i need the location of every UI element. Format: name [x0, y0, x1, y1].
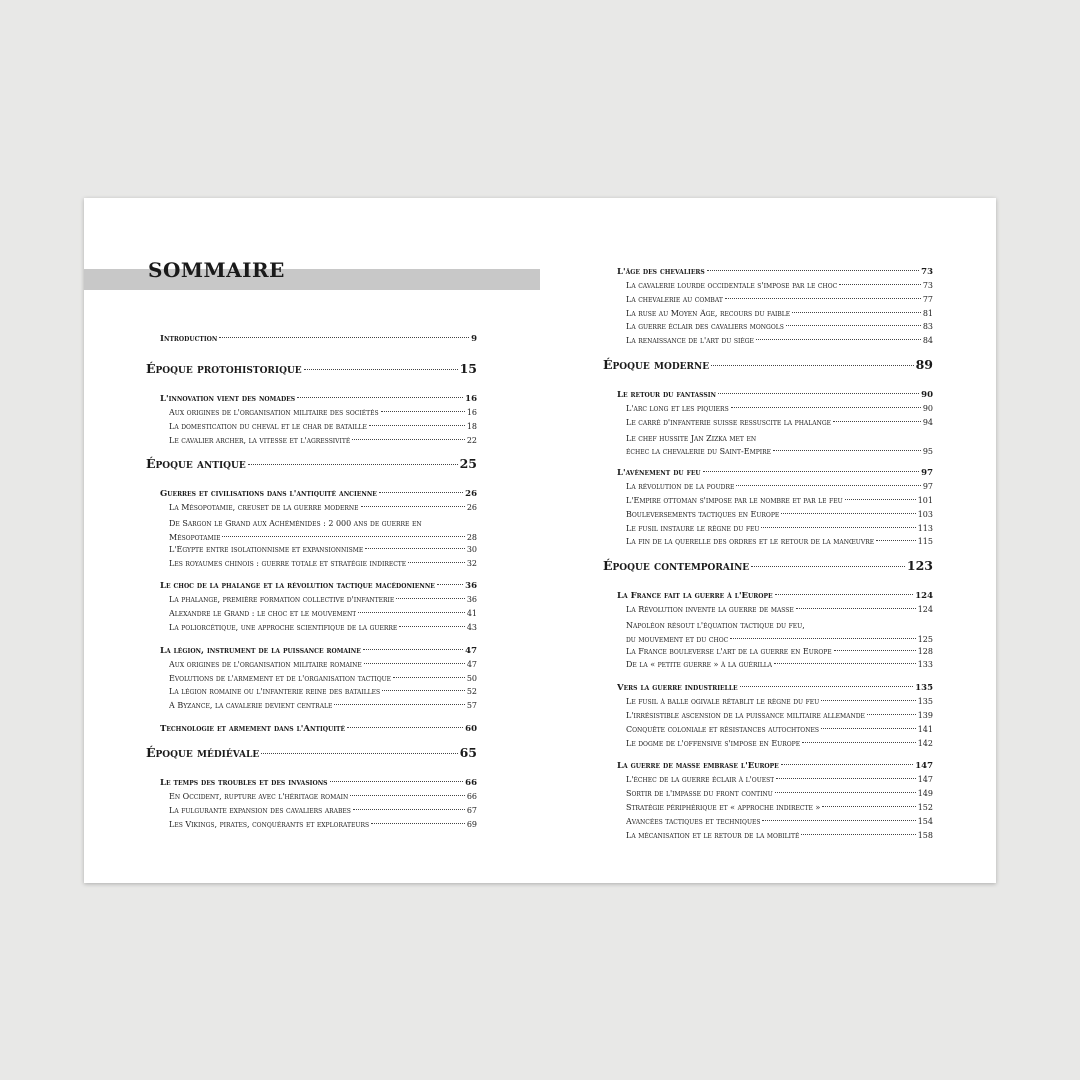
dot-leader [775, 792, 916, 793]
dot-leader [352, 439, 465, 440]
dot-leader [821, 700, 916, 701]
page-number: 97 [922, 482, 933, 492]
entry-title: La renaissance de l'art du siège [626, 336, 754, 346]
entry-title: Aux origines de l'organisation militaire des sociétés [169, 408, 379, 417]
entry-title: La légion romaine ou l'infanterie reine des batailles [169, 687, 381, 697]
toc-section-entry [146, 517, 477, 545]
entry-title-line: Napoléon résout l'équation tactique du feu, [626, 620, 805, 630]
toc-section-entry [603, 697, 933, 711]
dot-leader [330, 781, 464, 782]
dot-leader [801, 834, 915, 835]
page-number: 135 [917, 697, 933, 707]
entry-title: La domestication du cheval et le char de bataille [169, 421, 367, 431]
toc-section-entry [146, 408, 477, 422]
toc-section-entry [146, 595, 477, 609]
page-number: 66 [466, 791, 477, 801]
page-number: 22 [466, 435, 477, 445]
entry-title: L'échec de la guerre éclair à l'ouest [626, 775, 775, 785]
page-number: 133 [917, 660, 933, 670]
page-number: 52 [466, 687, 477, 697]
page-number: 66 [465, 777, 477, 788]
page-number: 47 [466, 659, 477, 669]
page-number: 36 [466, 595, 477, 605]
toc-section-entry [146, 559, 477, 573]
toc-section-entry [603, 775, 933, 789]
toc-section-entry [146, 660, 477, 674]
dot-leader [822, 806, 915, 807]
toc-section-entry [603, 537, 933, 551]
entry-title: La fulgurante expansion des cavaliers arabes [169, 805, 351, 815]
entry-title: Technologie et armement dans l'Antiquité [160, 723, 346, 734]
page-number: 28 [466, 532, 477, 542]
page-number: 115 [917, 537, 933, 547]
dot-leader [222, 536, 464, 537]
page-number: 149 [917, 789, 933, 799]
dot-leader [845, 499, 916, 500]
dot-leader [364, 663, 465, 664]
dot-leader [248, 464, 458, 465]
toc-section-entry [146, 792, 477, 806]
page-number: 90 [921, 389, 933, 400]
entry-title: du mouvement et du choc [626, 634, 729, 644]
dot-leader [365, 548, 465, 549]
dot-leader [786, 325, 921, 326]
toc-section-entry [603, 660, 933, 674]
dot-leader [437, 584, 463, 585]
toc-chapter-entry [146, 646, 477, 660]
dot-leader [730, 638, 915, 639]
entry-title: Le cavalier archer, la vitesse et l'agressivité [169, 435, 351, 445]
entry-title: Époque antique [146, 456, 246, 472]
page-number: 142 [917, 738, 933, 748]
entry-title: Bouleversements tactiques en Europe [626, 509, 780, 519]
toc-chapter-entry [603, 390, 933, 404]
toc-chapter-entry [603, 761, 933, 775]
dot-leader [408, 562, 465, 563]
dot-leader [834, 650, 916, 651]
page-number: 73 [922, 281, 933, 290]
toc-section-entry [146, 687, 477, 701]
dot-leader [821, 728, 916, 729]
entry-title: Mésopotamie [169, 532, 221, 542]
entry-title: Le temps des troubles et des invasions [160, 777, 328, 788]
dot-leader [396, 598, 465, 599]
page-number: 73 [921, 267, 933, 277]
dot-leader [382, 690, 465, 691]
page-number: 147 [915, 761, 933, 772]
toc-chapter-entry [603, 468, 933, 482]
page-number: 84 [922, 336, 933, 346]
page-number: 90 [922, 403, 933, 413]
entry-title: Le retour du fantassin [617, 389, 716, 400]
entry-title: La légion, instrument de la puissance romaine [160, 645, 361, 656]
dot-leader [781, 764, 914, 765]
page-number: 158 [917, 830, 933, 840]
dot-leader [707, 270, 919, 271]
toc-section-entry [603, 711, 933, 725]
toc-section-entry [146, 503, 477, 517]
dot-leader [802, 742, 916, 743]
page-number: 47 [465, 645, 477, 656]
entry-title: Époque protohistorique [146, 361, 302, 376]
toc-section-entry [146, 701, 477, 715]
toc-section-entry [603, 432, 933, 460]
entry-title-line: Le chef hussite Jan Zizka met en [626, 433, 757, 443]
page-number: 18 [466, 421, 477, 431]
entry-title: Le dogme de l'offensive s'impose en Europe [626, 738, 801, 748]
page-number: 135 [915, 683, 933, 694]
entry-title: Avancées tactiques et techniques [626, 816, 761, 826]
toc-section-entry [603, 336, 933, 350]
page-number: 83 [922, 322, 933, 332]
entry-title: La poliorcétique, une approche scientifique de la guerre [169, 622, 398, 632]
toc-section-entry [146, 545, 477, 559]
toc-section-entry [146, 674, 477, 688]
entry-title: L'innovation vient des nomades [160, 394, 296, 404]
toc-epoch-entry [146, 361, 477, 385]
entry-title: L'irrésistible ascension de la puissance militaire allemande [626, 710, 865, 720]
toc-section-entry [146, 806, 477, 820]
entry-title: La révolution de la poudre [626, 482, 735, 492]
entry-title: La France fait la guerre à l'Europe [617, 591, 773, 602]
entry-title: Alexandre le Grand : le choc et le mouvement [169, 609, 357, 619]
page-number: 139 [917, 710, 933, 720]
toc-section-entry [603, 295, 933, 309]
dot-leader [867, 714, 916, 715]
entry-title: Les Vikings, pirates, conquérants et explorateurs [169, 819, 370, 829]
page-number: 67 [466, 805, 477, 815]
dot-leader [776, 778, 915, 779]
toc-epoch-entry [603, 357, 933, 381]
dot-leader [756, 339, 921, 340]
dot-leader [792, 312, 921, 313]
toc-chapter-entry [146, 724, 477, 738]
toc-section-entry [603, 281, 933, 295]
dot-leader [761, 527, 915, 528]
toc-section-entry [603, 482, 933, 496]
page-number: 101 [917, 495, 933, 505]
toc-section-entry [603, 817, 933, 831]
toc-chapter-entry [603, 591, 933, 605]
dot-leader [781, 513, 915, 514]
entry-title: La phalange, première formation collective d'infanterie [169, 595, 395, 605]
dot-leader [304, 369, 458, 370]
dot-leader [876, 540, 916, 541]
dot-leader [725, 298, 921, 299]
entry-title: Guerres et civilisations dans l'antiquité ancienne [160, 489, 377, 500]
entry-continuation [626, 445, 933, 459]
toc-chapter-entry [603, 683, 933, 697]
entry-title: Époque contemporaine [603, 558, 750, 574]
toc-chapter-entry [146, 489, 477, 503]
entry-title: L'âge des chevaliers [617, 267, 705, 277]
toc-epoch-entry [146, 456, 477, 480]
toc-section-entry [603, 605, 933, 619]
entry-title: Le carré d'infanterie suisse ressuscite la phalange [626, 417, 832, 427]
dot-leader [358, 612, 465, 613]
page-number: 60 [465, 723, 477, 734]
page-number: 57 [466, 701, 477, 711]
dot-leader [261, 753, 457, 754]
dot-leader [361, 506, 465, 507]
toc-section-entry [603, 647, 933, 661]
dot-leader [774, 663, 916, 664]
page-number: 154 [917, 816, 933, 826]
toc-epoch-entry [146, 745, 477, 769]
entry-title: Évolutions de l'armement et de l'organisation tactique [169, 673, 392, 683]
dot-leader [731, 407, 921, 408]
dot-leader [718, 393, 919, 394]
dot-leader [773, 450, 921, 451]
entry-title: Conquête coloniale et résistances autochtones [626, 724, 819, 734]
dot-leader [371, 823, 465, 824]
entry-title: Aux origines de l'organisation militaire romaine [169, 659, 362, 669]
page-number: 77 [922, 294, 933, 304]
entry-title: La ruse au Moyen Âge, recours du faible [626, 308, 791, 318]
entry-title: La Mésopotamie, creuset de la guerre moderne [169, 503, 359, 513]
toc-section-entry [603, 418, 933, 432]
page-number: 81 [922, 308, 933, 318]
page-number: 65 [459, 744, 477, 760]
entry-title: Le fusil instaure le règne du feu [626, 523, 760, 533]
dot-leader [839, 284, 921, 285]
page-number: 147 [917, 775, 933, 785]
entry-title: Le choc de la phalange et la révolution tactique macédonienne [160, 581, 435, 592]
entry-title: La guerre de masse embrase l'Europe [617, 761, 779, 772]
entry-title: Les royaumes chinois : guerre totale et stratégie indirecte [169, 558, 407, 568]
toc-section-entry [603, 524, 933, 538]
toc-section-entry [603, 789, 933, 803]
dot-leader [703, 471, 919, 472]
dot-leader [775, 594, 914, 595]
dot-leader [379, 492, 463, 493]
entry-title: En Occident, rupture avec l'héritage romain [169, 791, 349, 801]
page-number: 30 [466, 544, 477, 554]
toc-section-entry [603, 322, 933, 336]
dot-leader [711, 365, 914, 366]
dot-leader [751, 566, 905, 567]
entry-title: La mécanisation et le retour de la mobilité [626, 830, 800, 840]
dot-leader [369, 425, 465, 426]
entry-title: Vers la guerre industrielle [617, 683, 738, 694]
dot-leader [381, 411, 465, 412]
page-number: 113 [917, 523, 933, 533]
page-number: 94 [922, 417, 933, 427]
toc-section-entry [146, 436, 477, 450]
entry-title: La guerre éclair des cavaliers mongols [626, 322, 784, 332]
dot-leader [762, 820, 915, 821]
toc-chapter-entry [146, 581, 477, 595]
page-number: 152 [917, 802, 933, 812]
toc-section-entry [146, 820, 477, 834]
entry-title: Introduction [160, 334, 218, 344]
dot-leader [297, 397, 463, 398]
page-number: 141 [917, 724, 933, 734]
page-number: 123 [906, 558, 933, 574]
dot-leader [334, 704, 464, 705]
toc-section-entry [603, 725, 933, 739]
page-number: 36 [465, 581, 477, 592]
entry-title: La cavalerie lourde occidentale s'impose par le choc [626, 281, 838, 290]
toc-section-entry [603, 803, 933, 817]
toc-section-entry [603, 404, 933, 418]
toc-left-column [146, 334, 477, 833]
toc-intro-entry [146, 334, 477, 354]
toc-section-entry [603, 510, 933, 524]
page-number: 16 [465, 394, 477, 404]
entry-title: La chevalerie au combat [626, 294, 723, 304]
entry-title: L'avènement du feu [617, 468, 701, 479]
dot-leader [399, 626, 465, 627]
dot-leader [353, 809, 465, 810]
page-number: 26 [465, 489, 477, 500]
entry-title: La fin de la querelle des ordres et le retour de la manœuvre [626, 537, 875, 547]
page-number: 95 [922, 447, 933, 457]
toc-section-entry [146, 422, 477, 436]
dot-leader [736, 485, 920, 486]
dot-leader [219, 337, 469, 338]
toc-section-entry [603, 619, 933, 647]
entry-title: L'arc long et les piquiers [626, 403, 729, 413]
page-number: 128 [917, 646, 933, 656]
entry-title: Le fusil à balle ogivale rétablit le règne du feu [626, 697, 820, 707]
entry-title: Stratégie périphérique et « approche indirecte » [626, 802, 821, 812]
entry-title: À Byzance, la cavalerie devient centrale [169, 701, 333, 711]
dot-leader [363, 649, 463, 650]
toc-section-entry [603, 831, 933, 845]
page-number: 16 [466, 408, 477, 417]
toc-section-entry [603, 739, 933, 753]
toc-section-entry [146, 623, 477, 637]
toc-chapter-entry [146, 778, 477, 792]
toc-right-column [603, 258, 933, 844]
dot-leader [796, 608, 916, 609]
entry-continuation [626, 633, 933, 647]
entry-title: La Révolution invente la guerre de masse [626, 605, 794, 615]
dot-leader [393, 677, 465, 678]
entry-title: Sortir de l'impasse du front continu [626, 789, 773, 799]
dot-leader [350, 795, 465, 796]
page-number: 50 [466, 673, 477, 683]
page-number: 15 [459, 361, 477, 376]
page-number: 9 [471, 334, 477, 344]
entry-title: Époque moderne [603, 356, 710, 372]
page-number: 43 [466, 622, 477, 632]
page-title: SOMMAIRE [148, 258, 285, 282]
entry-continuation [169, 531, 477, 545]
entry-title-line: De Sargon le Grand aux Achéménides : 2 000 ans de guerre en [169, 519, 422, 529]
toc-section-entry [603, 309, 933, 323]
page-number: 124 [915, 591, 933, 602]
entry-title: La France bouleverse l'art de la guerre en Europe [626, 646, 832, 656]
entry-title: Époque médiévale [146, 744, 260, 760]
dot-leader [347, 727, 463, 728]
entry-title: De la « petite guerre » à la guérilla [626, 660, 773, 670]
page-number: 32 [466, 558, 477, 568]
page-number: 26 [466, 503, 477, 513]
page-number: 97 [921, 468, 933, 479]
page-number: 103 [917, 509, 933, 519]
page-number: 41 [466, 609, 477, 619]
page-number: 25 [459, 456, 477, 472]
toc-chapter-entry [603, 267, 933, 281]
page-number: 125 [917, 634, 933, 644]
toc-chapter-entry [146, 394, 477, 408]
dot-leader [740, 686, 914, 687]
page-number: 89 [915, 356, 933, 372]
toc-section-entry [146, 609, 477, 623]
toc-section-entry [603, 496, 933, 510]
book-spread [84, 198, 996, 883]
toc-epoch-entry [603, 558, 933, 582]
page-number: 124 [917, 605, 933, 615]
dot-leader [833, 421, 921, 422]
entry-title: échec la chevalerie du Saint-Empire [626, 447, 772, 457]
entry-title: L'Empire ottoman s'impose par le nombre et par le feu [626, 495, 843, 505]
entry-title: L'Égypte entre isolationnisme et expansionnisme [169, 544, 364, 554]
page-number: 69 [466, 819, 477, 829]
